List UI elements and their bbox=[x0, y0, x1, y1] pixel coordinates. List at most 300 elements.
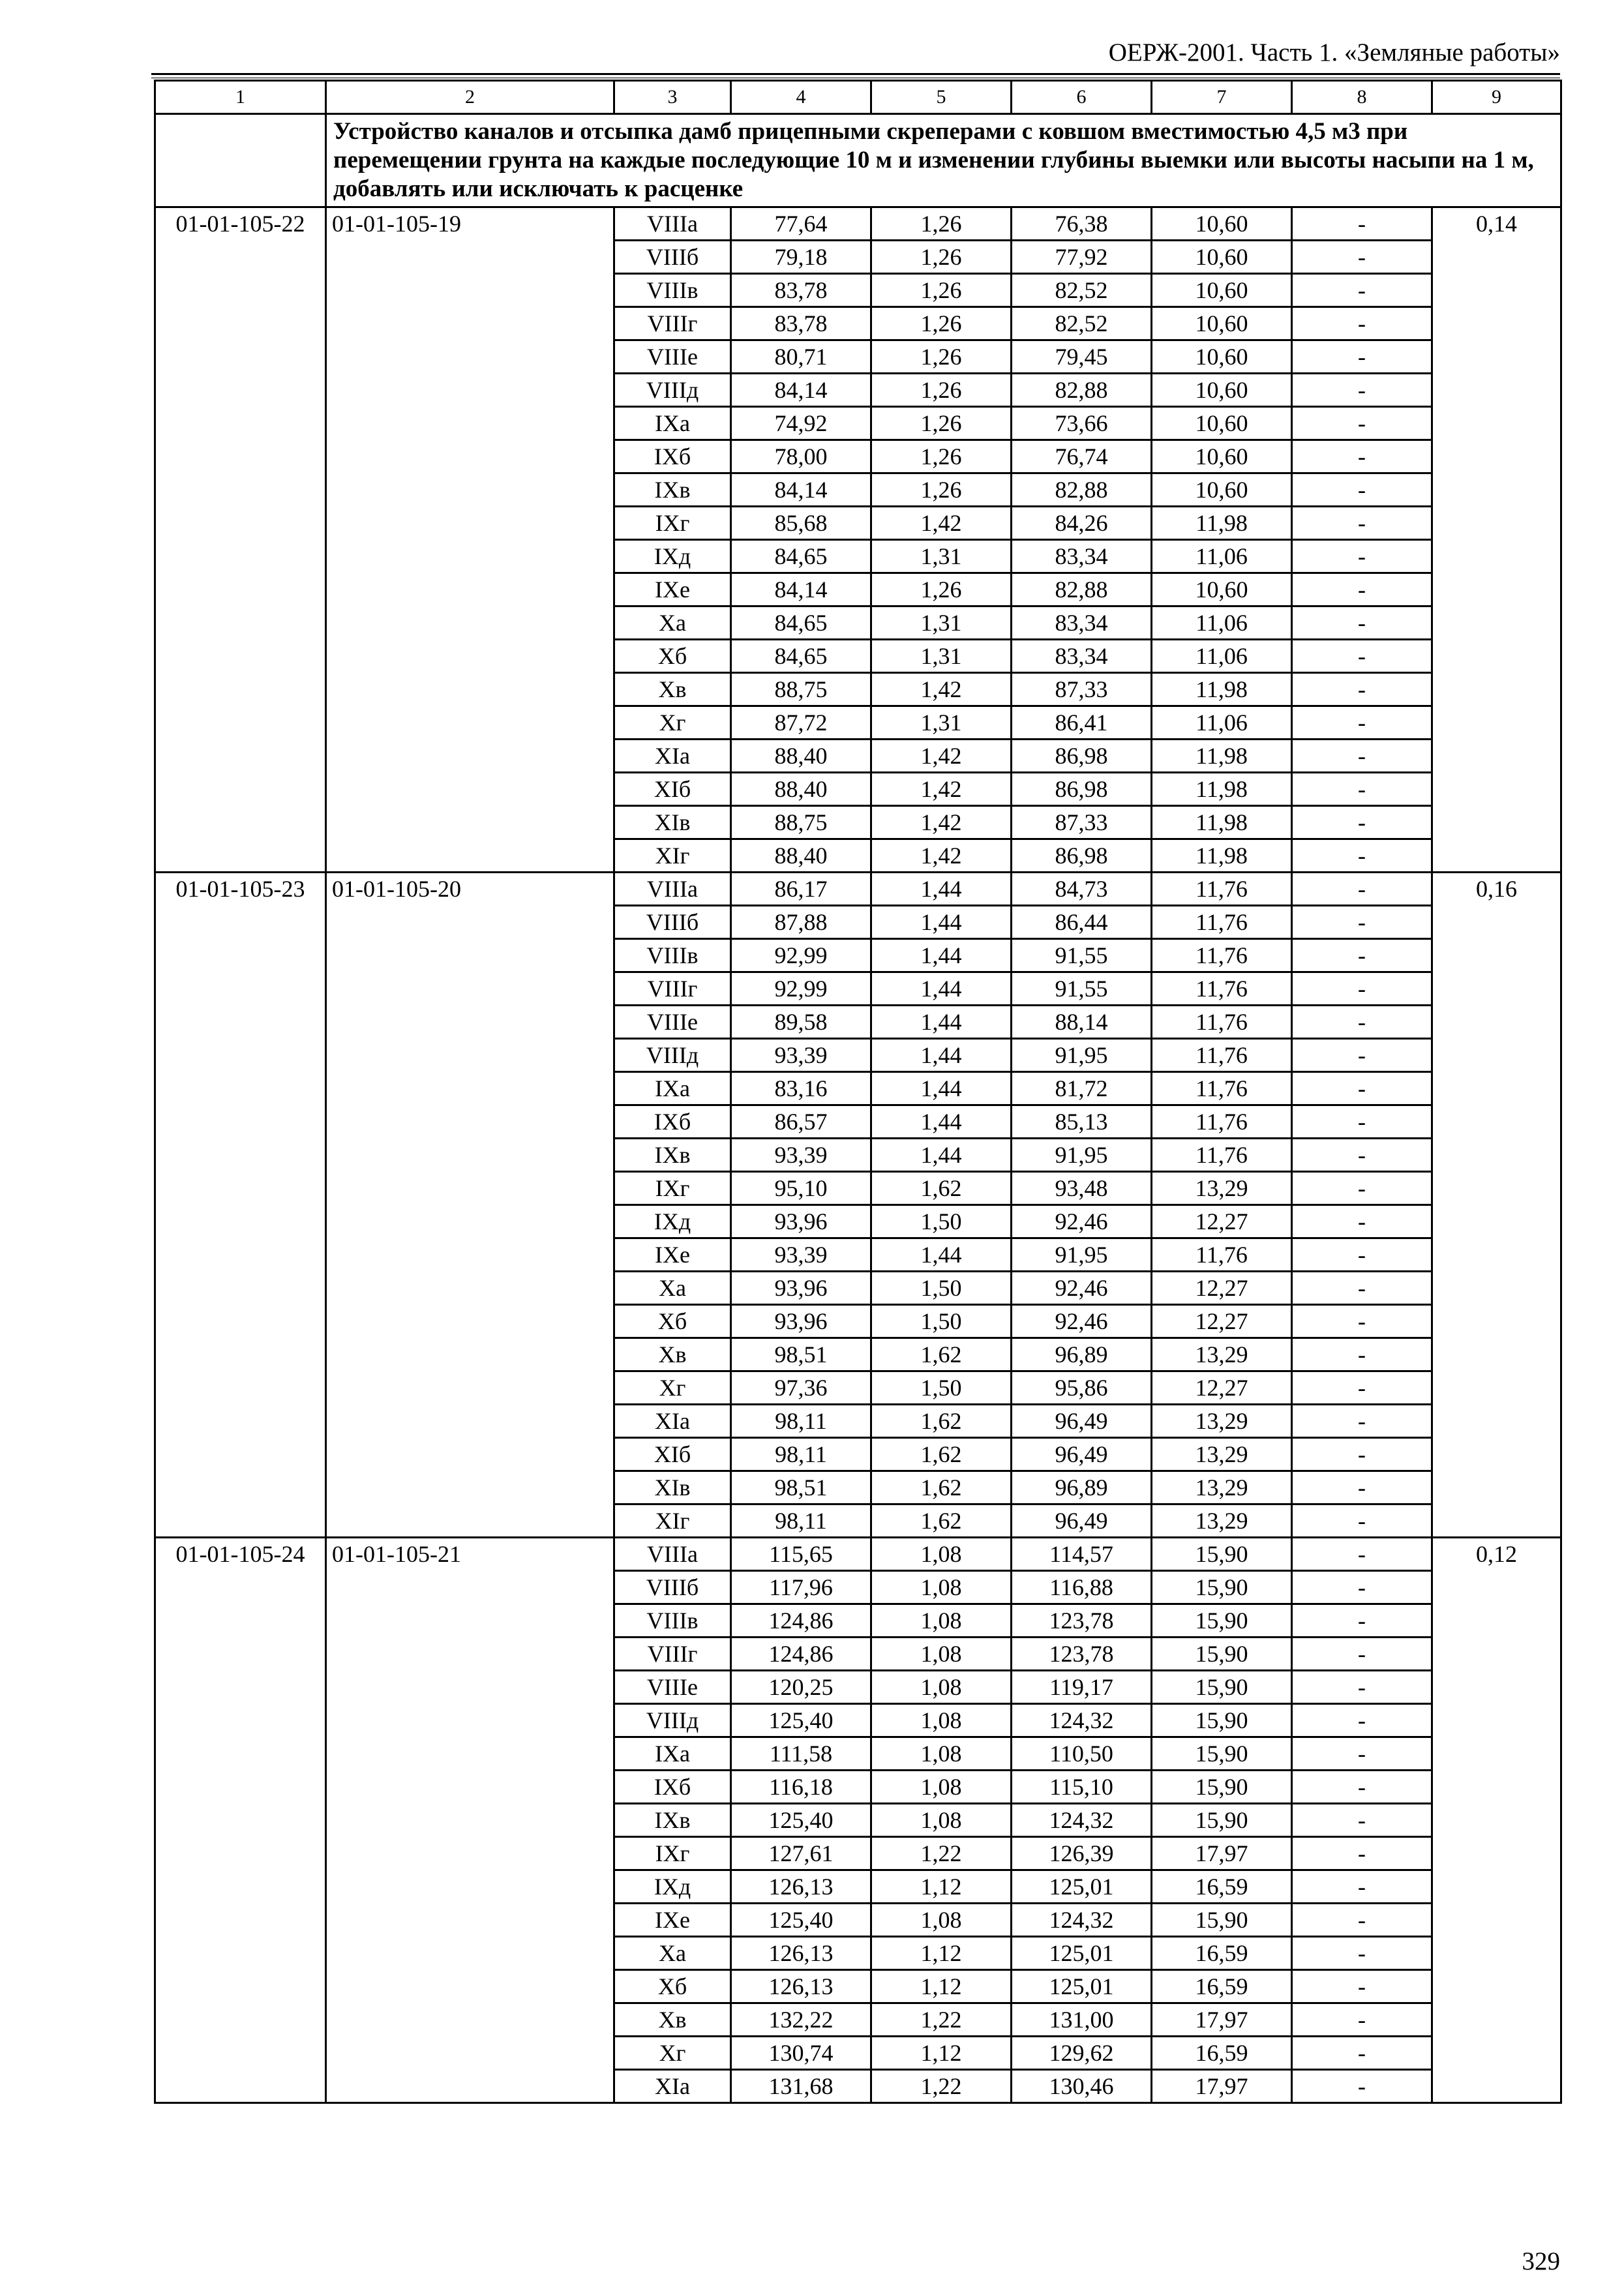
materials-cell: - bbox=[1292, 1039, 1432, 1072]
soil-category-cell: VIIIб bbox=[614, 241, 731, 274]
materials-cell: - bbox=[1292, 1172, 1432, 1205]
direct-costs-cell: 77,64 bbox=[731, 207, 871, 241]
direct-costs-cell: 79,18 bbox=[731, 241, 871, 274]
materials-cell: - bbox=[1292, 1205, 1432, 1238]
machinist-wages-cell: 11,76 bbox=[1152, 906, 1292, 939]
labor-wages-cell: 1,42 bbox=[871, 773, 1012, 806]
machine-operation-cell: 96,89 bbox=[1012, 1471, 1152, 1504]
labor-costs-cell: 0,12 bbox=[1432, 1538, 1561, 2103]
soil-category-cell: VIIIг bbox=[614, 307, 731, 340]
machinist-wages-cell: 11,06 bbox=[1152, 640, 1292, 673]
machinist-wages-cell: 16,59 bbox=[1152, 1970, 1292, 2003]
soil-category-cell: IXд bbox=[614, 540, 731, 573]
machine-operation-cell: 110,50 bbox=[1012, 1737, 1152, 1771]
labor-wages-cell: 1,26 bbox=[871, 473, 1012, 507]
soil-category-cell: IXа bbox=[614, 407, 731, 440]
base-rate-reference: 01-01-105-19 bbox=[326, 207, 614, 873]
section-title-spacer bbox=[155, 114, 326, 207]
machine-operation-cell: 88,14 bbox=[1012, 1006, 1152, 1039]
soil-category-cell: IXе bbox=[614, 1238, 731, 1272]
materials-cell: - bbox=[1292, 839, 1432, 873]
labor-wages-cell: 1,42 bbox=[871, 673, 1012, 706]
rate-code: 01-01-105-22 bbox=[155, 207, 326, 873]
soil-category-cell: VIIIа bbox=[614, 207, 731, 241]
materials-cell: - bbox=[1292, 673, 1432, 706]
machinist-wages-cell: 17,97 bbox=[1152, 2070, 1292, 2103]
direct-costs-cell: 87,88 bbox=[731, 906, 871, 939]
machine-operation-cell: 86,44 bbox=[1012, 906, 1152, 939]
materials-cell: - bbox=[1292, 906, 1432, 939]
machinist-wages-cell: 12,27 bbox=[1152, 1371, 1292, 1405]
machinist-wages-cell: 15,90 bbox=[1152, 1571, 1292, 1604]
machine-operation-cell: 76,38 bbox=[1012, 207, 1152, 241]
materials-cell: - bbox=[1292, 1338, 1432, 1371]
direct-costs-cell: 84,14 bbox=[731, 374, 871, 407]
labor-wages-cell: 1,08 bbox=[871, 1638, 1012, 1671]
machine-operation-cell: 76,74 bbox=[1012, 440, 1152, 473]
labor-wages-cell: 1,44 bbox=[871, 1139, 1012, 1172]
soil-category-cell: Xг bbox=[614, 706, 731, 740]
direct-costs-cell: 98,11 bbox=[731, 1504, 871, 1538]
labor-costs-cell: 0,16 bbox=[1432, 873, 1561, 1538]
machine-operation-cell: 125,01 bbox=[1012, 1937, 1152, 1970]
page-header-title: ОЕРЖ-2001. Часть 1. «Земляные работы» bbox=[1108, 38, 1560, 67]
soil-category-cell: XIв bbox=[614, 806, 731, 839]
materials-cell: - bbox=[1292, 1072, 1432, 1105]
direct-costs-cell: 83,16 bbox=[731, 1072, 871, 1105]
machinist-wages-cell: 16,59 bbox=[1152, 2037, 1292, 2070]
soil-category-cell: VIIIб bbox=[614, 906, 731, 939]
labor-wages-cell: 1,12 bbox=[871, 1870, 1012, 1904]
machine-operation-cell: 126,39 bbox=[1012, 1837, 1152, 1870]
labor-wages-cell: 1,26 bbox=[871, 374, 1012, 407]
direct-costs-cell: 83,78 bbox=[731, 274, 871, 307]
soil-category-cell: VIIIе bbox=[614, 340, 731, 374]
machinist-wages-cell: 11,76 bbox=[1152, 1139, 1292, 1172]
machine-operation-cell: 115,10 bbox=[1012, 1771, 1152, 1804]
machinist-wages-cell: 15,90 bbox=[1152, 1704, 1292, 1737]
labor-wages-cell: 1,62 bbox=[871, 1338, 1012, 1371]
machine-operation-cell: 96,49 bbox=[1012, 1405, 1152, 1438]
machine-operation-cell: 125,01 bbox=[1012, 1970, 1152, 2003]
labor-wages-cell: 1,26 bbox=[871, 207, 1012, 241]
machinist-wages-cell: 15,90 bbox=[1152, 1737, 1292, 1771]
soil-category-cell: IXг bbox=[614, 1837, 731, 1870]
machinist-wages-cell: 15,90 bbox=[1152, 1671, 1292, 1704]
soil-category-cell: XIв bbox=[614, 1471, 731, 1504]
soil-category-cell: IXд bbox=[614, 1205, 731, 1238]
column-number: 5 bbox=[871, 81, 1012, 114]
direct-costs-cell: 126,13 bbox=[731, 1937, 871, 1970]
labor-wages-cell: 1,50 bbox=[871, 1205, 1012, 1238]
labor-wages-cell: 1,44 bbox=[871, 1006, 1012, 1039]
machine-operation-cell: 96,89 bbox=[1012, 1338, 1152, 1371]
direct-costs-cell: 98,51 bbox=[731, 1338, 871, 1371]
column-number-row bbox=[155, 81, 1561, 114]
machine-operation-cell: 86,98 bbox=[1012, 839, 1152, 873]
materials-cell: - bbox=[1292, 307, 1432, 340]
labor-wages-cell: 1,31 bbox=[871, 706, 1012, 740]
machine-operation-cell: 119,17 bbox=[1012, 1671, 1152, 1704]
base-rate-reference: 01-01-105-21 bbox=[326, 1538, 614, 2103]
materials-cell: - bbox=[1292, 1238, 1432, 1272]
soil-category-cell: XIа bbox=[614, 2070, 731, 2103]
direct-costs-cell: 116,18 bbox=[731, 1771, 871, 1804]
rate-code: 01-01-105-23 bbox=[155, 873, 326, 1538]
machinist-wages-cell: 11,98 bbox=[1152, 507, 1292, 540]
materials-cell: - bbox=[1292, 1638, 1432, 1671]
column-number: 2 bbox=[326, 81, 614, 114]
machinist-wages-cell: 10,60 bbox=[1152, 307, 1292, 340]
machinist-wages-cell: 10,60 bbox=[1152, 207, 1292, 241]
materials-cell: - bbox=[1292, 873, 1432, 906]
soil-category-cell: VIIIд bbox=[614, 1039, 731, 1072]
direct-costs-cell: 84,65 bbox=[731, 640, 871, 673]
machinist-wages-cell: 15,90 bbox=[1152, 1771, 1292, 1804]
direct-costs-cell: 93,39 bbox=[731, 1238, 871, 1272]
soil-category-cell: VIIIг bbox=[614, 972, 731, 1006]
machinist-wages-cell: 15,90 bbox=[1152, 1904, 1292, 1937]
soil-category-cell: IXв bbox=[614, 1139, 731, 1172]
soil-category-cell: Xв bbox=[614, 2003, 731, 2037]
machinist-wages-cell: 16,59 bbox=[1152, 1870, 1292, 1904]
machine-operation-cell: 91,95 bbox=[1012, 1039, 1152, 1072]
direct-costs-cell: 117,96 bbox=[731, 1571, 871, 1604]
machinist-wages-cell: 11,76 bbox=[1152, 972, 1292, 1006]
machine-operation-cell: 86,41 bbox=[1012, 706, 1152, 740]
soil-category-cell: Xб bbox=[614, 640, 731, 673]
labor-wages-cell: 1,22 bbox=[871, 2070, 1012, 2103]
soil-category-cell: XIг bbox=[614, 1504, 731, 1538]
direct-costs-cell: 93,96 bbox=[731, 1205, 871, 1238]
direct-costs-cell: 88,75 bbox=[731, 673, 871, 706]
labor-wages-cell: 1,12 bbox=[871, 2037, 1012, 2070]
machine-operation-cell: 91,95 bbox=[1012, 1139, 1152, 1172]
labor-wages-cell: 1,31 bbox=[871, 640, 1012, 673]
labor-wages-cell: 1,08 bbox=[871, 1671, 1012, 1704]
labor-wages-cell: 1,62 bbox=[871, 1471, 1012, 1504]
machine-operation-cell: 83,34 bbox=[1012, 540, 1152, 573]
machine-operation-cell: 82,88 bbox=[1012, 573, 1152, 606]
materials-cell: - bbox=[1292, 1937, 1432, 1970]
materials-cell: - bbox=[1292, 706, 1432, 740]
direct-costs-cell: 125,40 bbox=[731, 1704, 871, 1737]
machine-operation-cell: 96,49 bbox=[1012, 1504, 1152, 1538]
machine-operation-cell: 96,49 bbox=[1012, 1438, 1152, 1471]
direct-costs-cell: 78,00 bbox=[731, 440, 871, 473]
labor-wages-cell: 1,26 bbox=[871, 340, 1012, 374]
labor-wages-cell: 1,22 bbox=[871, 2003, 1012, 2037]
soil-category-cell: Xв bbox=[614, 673, 731, 706]
table-body bbox=[155, 81, 1561, 2103]
machinist-wages-cell: 10,60 bbox=[1152, 407, 1292, 440]
direct-costs-cell: 88,75 bbox=[731, 806, 871, 839]
labor-costs-cell: 0,14 bbox=[1432, 207, 1561, 873]
machinist-wages-cell: 10,60 bbox=[1152, 274, 1292, 307]
direct-costs-cell: 87,72 bbox=[731, 706, 871, 740]
soil-category-cell: IXв bbox=[614, 473, 731, 507]
machinist-wages-cell: 10,60 bbox=[1152, 241, 1292, 274]
column-number: 7 bbox=[1152, 81, 1292, 114]
direct-costs-cell: 86,17 bbox=[731, 873, 871, 906]
column-number: 6 bbox=[1012, 81, 1152, 114]
materials-cell: - bbox=[1292, 573, 1432, 606]
direct-costs-cell: 85,68 bbox=[731, 507, 871, 540]
soil-category-cell: VIIIб bbox=[614, 1571, 731, 1604]
soil-category-cell: IXе bbox=[614, 1904, 731, 1937]
machinist-wages-cell: 11,76 bbox=[1152, 1105, 1292, 1139]
materials-cell: - bbox=[1292, 1904, 1432, 1937]
machinist-wages-cell: 11,06 bbox=[1152, 606, 1292, 640]
soil-category-cell: IXг bbox=[614, 1172, 731, 1205]
materials-cell: - bbox=[1292, 1771, 1432, 1804]
direct-costs-cell: 93,39 bbox=[731, 1139, 871, 1172]
machine-operation-cell: 92,46 bbox=[1012, 1305, 1152, 1338]
direct-costs-cell: 125,40 bbox=[731, 1804, 871, 1837]
machinist-wages-cell: 13,29 bbox=[1152, 1172, 1292, 1205]
materials-cell: - bbox=[1292, 274, 1432, 307]
machinist-wages-cell: 10,60 bbox=[1152, 374, 1292, 407]
machine-operation-cell: 83,34 bbox=[1012, 640, 1152, 673]
machinist-wages-cell: 12,27 bbox=[1152, 1305, 1292, 1338]
column-number: 4 bbox=[731, 81, 871, 114]
labor-wages-cell: 1,42 bbox=[871, 740, 1012, 773]
machinist-wages-cell: 11,98 bbox=[1152, 773, 1292, 806]
materials-cell: - bbox=[1292, 507, 1432, 540]
soil-category-cell: IXе bbox=[614, 573, 731, 606]
materials-cell: - bbox=[1292, 1305, 1432, 1338]
soil-category-cell: VIIIв bbox=[614, 274, 731, 307]
materials-cell: - bbox=[1292, 1438, 1432, 1471]
machinist-wages-cell: 17,97 bbox=[1152, 1837, 1292, 1870]
machinist-wages-cell: 10,60 bbox=[1152, 473, 1292, 507]
soil-category-cell: VIIIе bbox=[614, 1006, 731, 1039]
machinist-wages-cell: 13,29 bbox=[1152, 1438, 1292, 1471]
labor-wages-cell: 1,44 bbox=[871, 1072, 1012, 1105]
direct-costs-cell: 126,13 bbox=[731, 1970, 871, 2003]
labor-wages-cell: 1,26 bbox=[871, 440, 1012, 473]
materials-cell: - bbox=[1292, 1837, 1432, 1870]
materials-cell: - bbox=[1292, 207, 1432, 241]
soil-category-cell: IXв bbox=[614, 1804, 731, 1837]
direct-costs-cell: 111,58 bbox=[731, 1737, 871, 1771]
direct-costs-cell: 74,92 bbox=[731, 407, 871, 440]
materials-cell: - bbox=[1292, 540, 1432, 573]
machine-operation-cell: 84,73 bbox=[1012, 873, 1152, 906]
machine-operation-cell: 129,62 bbox=[1012, 2037, 1152, 2070]
soil-category-cell: XIб bbox=[614, 773, 731, 806]
machinist-wages-cell: 15,90 bbox=[1152, 1604, 1292, 1638]
labor-wages-cell: 1,31 bbox=[871, 606, 1012, 640]
materials-cell: - bbox=[1292, 972, 1432, 1006]
soil-category-cell: Xг bbox=[614, 2037, 731, 2070]
machine-operation-cell: 86,98 bbox=[1012, 740, 1152, 773]
direct-costs-cell: 84,65 bbox=[731, 606, 871, 640]
soil-category-cell: XIг bbox=[614, 839, 731, 873]
direct-costs-cell: 98,11 bbox=[731, 1438, 871, 1471]
labor-wages-cell: 1,62 bbox=[871, 1438, 1012, 1471]
direct-costs-cell: 88,40 bbox=[731, 773, 871, 806]
soil-category-cell: IXб bbox=[614, 1771, 731, 1804]
table-row bbox=[155, 207, 1561, 241]
machinist-wages-cell: 11,06 bbox=[1152, 540, 1292, 573]
materials-cell: - bbox=[1292, 606, 1432, 640]
labor-wages-cell: 1,08 bbox=[871, 1737, 1012, 1771]
direct-costs-cell: 88,40 bbox=[731, 740, 871, 773]
soil-category-cell: IXб bbox=[614, 440, 731, 473]
column-number: 9 bbox=[1432, 81, 1561, 114]
labor-wages-cell: 1,08 bbox=[871, 1538, 1012, 1571]
rates-table bbox=[154, 80, 1562, 2104]
labor-wages-cell: 1,50 bbox=[871, 1371, 1012, 1405]
table-row bbox=[155, 1538, 1561, 1571]
labor-wages-cell: 1,42 bbox=[871, 507, 1012, 540]
soil-category-cell: VIIIг bbox=[614, 1638, 731, 1671]
materials-cell: - bbox=[1292, 740, 1432, 773]
labor-wages-cell: 1,26 bbox=[871, 407, 1012, 440]
materials-cell: - bbox=[1292, 1371, 1432, 1405]
materials-cell: - bbox=[1292, 1105, 1432, 1139]
labor-wages-cell: 1,31 bbox=[871, 540, 1012, 573]
machine-operation-cell: 73,66 bbox=[1012, 407, 1152, 440]
machine-operation-cell: 77,92 bbox=[1012, 241, 1152, 274]
soil-category-cell: VIIIд bbox=[614, 1704, 731, 1737]
page-number: 329 bbox=[1522, 2247, 1560, 2275]
materials-cell: - bbox=[1292, 1571, 1432, 1604]
machine-operation-cell: 83,34 bbox=[1012, 606, 1152, 640]
soil-category-cell: XIа bbox=[614, 1405, 731, 1438]
labor-wages-cell: 1,22 bbox=[871, 1837, 1012, 1870]
materials-cell: - bbox=[1292, 440, 1432, 473]
direct-costs-cell: 125,40 bbox=[731, 1904, 871, 1937]
machinist-wages-cell: 11,06 bbox=[1152, 706, 1292, 740]
machine-operation-cell: 87,33 bbox=[1012, 673, 1152, 706]
machine-operation-cell: 82,52 bbox=[1012, 307, 1152, 340]
labor-wages-cell: 1,42 bbox=[871, 806, 1012, 839]
soil-category-cell: VIIIд bbox=[614, 374, 731, 407]
labor-wages-cell: 1,44 bbox=[871, 873, 1012, 906]
direct-costs-cell: 98,11 bbox=[731, 1405, 871, 1438]
labor-wages-cell: 1,62 bbox=[871, 1172, 1012, 1205]
soil-category-cell: XIб bbox=[614, 1438, 731, 1471]
column-number: 8 bbox=[1292, 81, 1432, 114]
materials-cell: - bbox=[1292, 407, 1432, 440]
machine-operation-cell: 124,32 bbox=[1012, 1704, 1152, 1737]
machine-operation-cell: 91,55 bbox=[1012, 939, 1152, 972]
machine-operation-cell: 95,86 bbox=[1012, 1371, 1152, 1405]
machinist-wages-cell: 11,98 bbox=[1152, 839, 1292, 873]
materials-cell: - bbox=[1292, 1471, 1432, 1504]
direct-costs-cell: 93,96 bbox=[731, 1272, 871, 1305]
soil-category-cell: Xв bbox=[614, 1338, 731, 1371]
labor-wages-cell: 1,12 bbox=[871, 1937, 1012, 1970]
machinist-wages-cell: 12,27 bbox=[1152, 1272, 1292, 1305]
direct-costs-cell: 93,39 bbox=[731, 1039, 871, 1072]
machinist-wages-cell: 13,29 bbox=[1152, 1405, 1292, 1438]
machinist-wages-cell: 11,98 bbox=[1152, 740, 1292, 773]
soil-category-cell: IXб bbox=[614, 1105, 731, 1139]
machinist-wages-cell: 15,90 bbox=[1152, 1804, 1292, 1837]
machine-operation-cell: 85,13 bbox=[1012, 1105, 1152, 1139]
machine-operation-cell: 81,72 bbox=[1012, 1072, 1152, 1105]
materials-cell: - bbox=[1292, 1006, 1432, 1039]
labor-wages-cell: 1,44 bbox=[871, 939, 1012, 972]
materials-cell: - bbox=[1292, 1604, 1432, 1638]
direct-costs-cell: 89,58 bbox=[731, 1006, 871, 1039]
machinist-wages-cell: 10,60 bbox=[1152, 340, 1292, 374]
direct-costs-cell: 97,36 bbox=[731, 1371, 871, 1405]
materials-cell: - bbox=[1292, 1870, 1432, 1904]
machinist-wages-cell: 11,98 bbox=[1152, 673, 1292, 706]
machine-operation-cell: 82,88 bbox=[1012, 473, 1152, 507]
soil-category-cell: IXг bbox=[614, 507, 731, 540]
materials-cell: - bbox=[1292, 1970, 1432, 2003]
soil-category-cell: VIIIв bbox=[614, 1604, 731, 1638]
machine-operation-cell: 131,00 bbox=[1012, 2003, 1152, 2037]
soil-category-cell: Xб bbox=[614, 1970, 731, 2003]
soil-category-cell: VIIIв bbox=[614, 939, 731, 972]
machine-operation-cell: 93,48 bbox=[1012, 1172, 1152, 1205]
machine-operation-cell: 123,78 bbox=[1012, 1638, 1152, 1671]
labor-wages-cell: 1,50 bbox=[871, 1305, 1012, 1338]
materials-cell: - bbox=[1292, 939, 1432, 972]
labor-wages-cell: 1,08 bbox=[871, 1771, 1012, 1804]
direct-costs-cell: 84,14 bbox=[731, 573, 871, 606]
machine-operation-cell: 124,32 bbox=[1012, 1804, 1152, 1837]
materials-cell: - bbox=[1292, 1139, 1432, 1172]
section-title-row bbox=[155, 114, 1561, 207]
machine-operation-cell: 123,78 bbox=[1012, 1604, 1152, 1638]
soil-category-cell: Xа bbox=[614, 1272, 731, 1305]
column-number: 3 bbox=[614, 81, 731, 114]
materials-cell: - bbox=[1292, 640, 1432, 673]
section-title: Устройство каналов и отсыпка дамб прицепными скреперами с ковшом вместимостью 4,5 м3 при перемещении грунта на каждые последующие 10 м и изменении глубины выемки или высоты насыпи на 1 м, добавлять или исключать к расценке bbox=[326, 114, 1561, 207]
labor-wages-cell: 1,44 bbox=[871, 906, 1012, 939]
machine-operation-cell: 87,33 bbox=[1012, 806, 1152, 839]
direct-costs-cell: 88,40 bbox=[731, 839, 871, 873]
labor-wages-cell: 1,50 bbox=[871, 1272, 1012, 1305]
soil-category-cell: VIIIа bbox=[614, 873, 731, 906]
machine-operation-cell: 130,46 bbox=[1012, 2070, 1152, 2103]
labor-wages-cell: 1,08 bbox=[871, 1571, 1012, 1604]
labor-wages-cell: 1,12 bbox=[871, 1970, 1012, 2003]
direct-costs-cell: 127,61 bbox=[731, 1837, 871, 1870]
machine-operation-cell: 124,32 bbox=[1012, 1904, 1152, 1937]
machinist-wages-cell: 13,29 bbox=[1152, 1471, 1292, 1504]
machine-operation-cell: 116,88 bbox=[1012, 1571, 1152, 1604]
materials-cell: - bbox=[1292, 1272, 1432, 1305]
materials-cell: - bbox=[1292, 241, 1432, 274]
soil-category-cell: Xб bbox=[614, 1305, 731, 1338]
machine-operation-cell: 91,55 bbox=[1012, 972, 1152, 1006]
materials-cell: - bbox=[1292, 340, 1432, 374]
machinist-wages-cell: 10,60 bbox=[1152, 573, 1292, 606]
direct-costs-cell: 86,57 bbox=[731, 1105, 871, 1139]
materials-cell: - bbox=[1292, 2070, 1432, 2103]
machine-operation-cell: 92,46 bbox=[1012, 1272, 1152, 1305]
column-number: 1 bbox=[155, 81, 326, 114]
machinist-wages-cell: 17,97 bbox=[1152, 2003, 1292, 2037]
labor-wages-cell: 1,44 bbox=[871, 1039, 1012, 1072]
labor-wages-cell: 1,08 bbox=[871, 1904, 1012, 1937]
base-rate-reference: 01-01-105-20 bbox=[326, 873, 614, 1538]
machinist-wages-cell: 11,76 bbox=[1152, 1072, 1292, 1105]
materials-cell: - bbox=[1292, 2003, 1432, 2037]
labor-wages-cell: 1,44 bbox=[871, 1105, 1012, 1139]
labor-wages-cell: 1,26 bbox=[871, 307, 1012, 340]
machinist-wages-cell: 11,76 bbox=[1152, 1238, 1292, 1272]
materials-cell: - bbox=[1292, 806, 1432, 839]
